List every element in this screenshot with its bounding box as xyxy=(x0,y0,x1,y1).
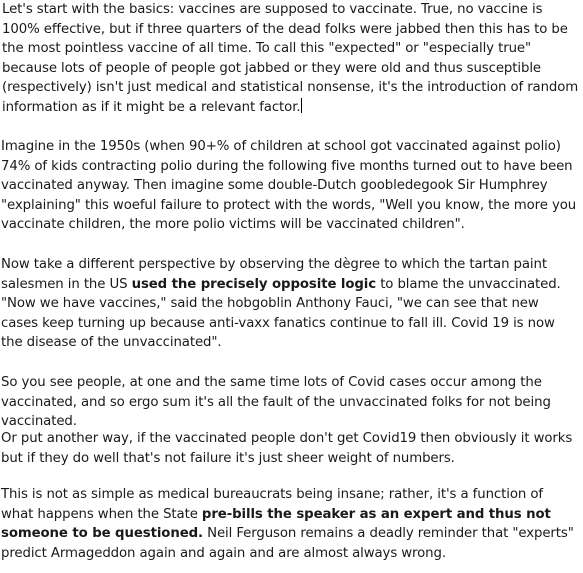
paragraph-6-bold: pre-bills the speaker as an expert and thus not someone to be questioned. xyxy=(1,506,551,541)
paragraph-6-text-before: This is not as simple as medical bureaucrats being insane; rather, it's a function of what happens when the State xyxy=(1,487,543,522)
paragraph-5-text: Or put another way, if the vaccinated people don't get Covid19 then obviously it works but if they do well that's not failure it's just sheer weight of numbers. xyxy=(1,431,573,466)
paragraph-3 xyxy=(1,255,579,353)
paragraph-6-text-after: Neil Ferguson remains a deadly reminder that "experts" predict Armageddon again and again and are almost always wrong. xyxy=(1,526,574,561)
paragraph-3-text-before: Now take a different perspective by observing the dègree to which the tartan paint salesmen in the US xyxy=(1,257,547,292)
paragraph-4 xyxy=(1,373,579,432)
paragraph-1 xyxy=(2,0,580,117)
text-cursor xyxy=(301,98,302,113)
paragraph-3-bold: used the precisely opposite logic xyxy=(131,276,377,292)
paragraph-1-text: Let's start with the basics: vaccines are supposed to vaccinate. True, no vaccine is 100% effective, but if three quarters of the dead folks were jabbed then this has to be the most pointless vaccine of all time. To call this "expected" or "especially true" because lots of people of people got jabbed or they were old and thus susceptible (respectively) isn't just medical and statistical nonsense, it's the introduction of random information as if it might be a relevant factor. xyxy=(2,2,579,115)
paragraph-2-text: Imagine in the 1950s (when 90+% of children at school got vaccinated against polio) 74% of kids contracting polio during the following five months turned out to have been vaccinated anyway. Then imagine some double-Dutch goobledegook Sir Humphrey "explaining" this woeful failure to protect with the words, "Well you know, the more you vaccinate children, the more polio victims will be vaccinated children". xyxy=(1,139,577,232)
paragraph-5 xyxy=(1,429,579,468)
paragraph-3-text-after: to blame the unvaccinated. "Now we have vaccines," said the hobgoblin Anthony Fauci, "we can see that new cases keep turning up because anti-vaxx fanatics continue to fall ill. Covid 19 is now the disease of the unvaccinated". xyxy=(1,276,561,350)
paragraph-4-text: So you see people, at one and the same time lots of Covid cases occur among the vaccinated, and so ergo sum it's all the fault of the unvaccinated folks for not being vaccinated. xyxy=(1,375,551,429)
paragraph-6 xyxy=(1,485,579,563)
paragraph-2 xyxy=(1,137,579,235)
